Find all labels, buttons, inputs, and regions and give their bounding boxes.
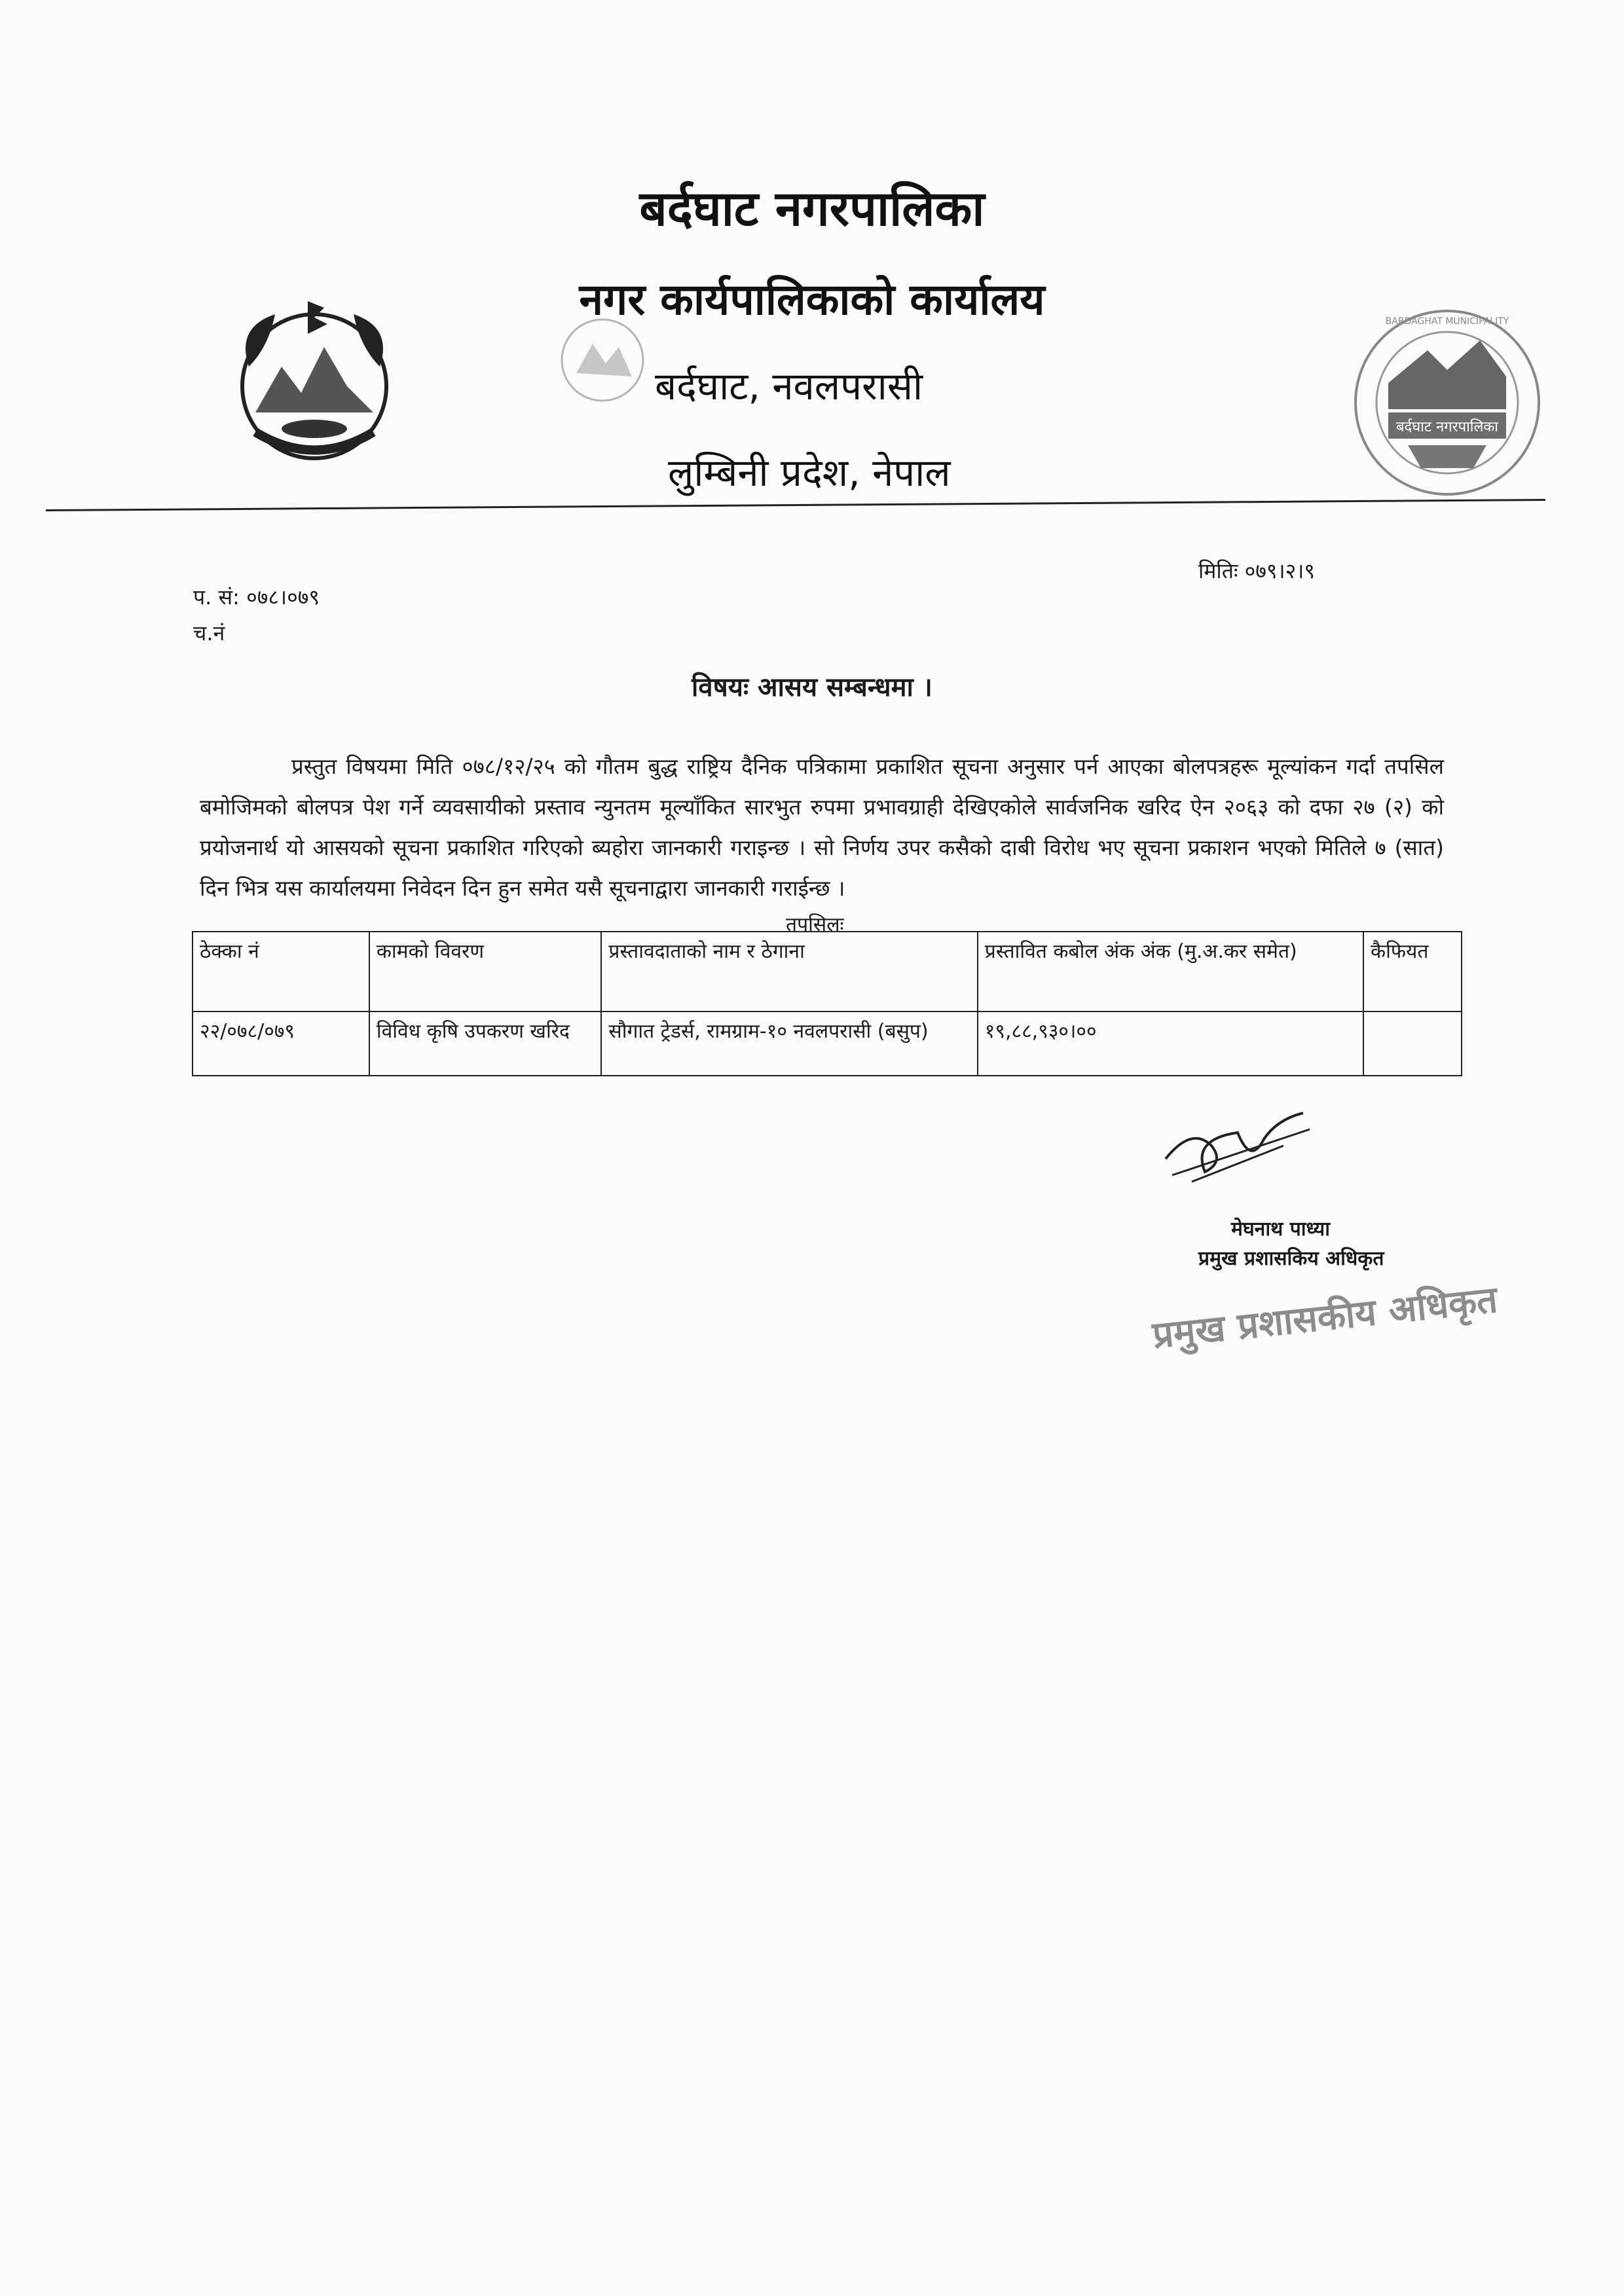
cell-remarks: [1363, 1011, 1462, 1076]
cell-bidder-name: सौगात ट्रेडर्स, रामग्राम-१० नवलपरासी (बसुप): [601, 1011, 977, 1076]
nepal-emblem-icon: [210, 288, 419, 478]
office-province: लुम्बिनी प्रदेश, नेपाल: [668, 450, 951, 495]
header-remarks: कैफियत: [1363, 932, 1462, 1011]
signer-title: प्रमुख प्रशासकिय अधिकृत: [1198, 1247, 1384, 1270]
header-divider: [46, 499, 1545, 511]
header-contract-no: ठेक्का नं: [193, 932, 369, 1011]
header-bidder-name: प्रस्तावदाताको नाम र ठेगाना: [601, 932, 977, 1011]
subject-line: विषयः आसय सम्बन्धमा ।: [692, 672, 932, 702]
municipality-logo-icon: [1349, 304, 1545, 501]
municipality-logo-ring-text: BARDAGHAT MUNICIPALITY: [1385, 316, 1509, 327]
bid-table: [192, 931, 1462, 1076]
cell-contract-no: २२/०७८/०७९: [193, 1011, 369, 1076]
header-bid-amount: प्रस्तावित कबोल अंक अंक (मु.अ.कर समेत): [978, 932, 1363, 1011]
municipality-logo-label: बर्दघाट नगरपालिका: [1395, 419, 1499, 435]
signature-scribble: [1153, 1100, 1316, 1185]
notice-body: प्रस्तुत विषयमा मिति ०७८/१२/२५ को गौतम बुद्ध राष्ट्रिय दैनिक पत्रिकामा प्रकाशित सूचना अनुसार पर्न आएका बोलपत्रहरू मूल्यांकन गर्दा तपसिल बमोजिमको बोलपत्र पेश गर्ने व्यवसायीको प्रस्ताव न्युनतम मूल्याँकित सारभुत रुपमा प्रभावग्राही देखिएकोले सार्वजनिक खरिद ऐन २०६३ को दफा २७ (२) को प्रयोजनार्थ यो आसयको सूचना प्रकाशित गरिएको ब्यहोरा जानकारी गराइन्छ । सो निर्णय उपर कसैको दाबी विरोध भए सूचना प्रकाशन भएको मितिले ७ (सात) दिन भित्र यस कार्यालयमा निवेदन दिन हुन समेत यसै सूचनाद्वारा जानकारी गराईन्छ ।: [200, 754, 1444, 901]
designation-stamp: प्रमुख प्रशासकीय अधिकृत: [1150, 1278, 1500, 1357]
schedule-label: तपसिलः: [786, 913, 844, 936]
table-header-row: [193, 932, 1462, 1011]
header-work-description: कामको विवरण: [369, 932, 602, 1011]
dispatch-number: च.नं: [193, 621, 225, 646]
office-name: नगर कार्यपालिकाको कार्यालय: [579, 274, 1045, 325]
signer-name: मेघनाथ पाध्या: [1231, 1218, 1330, 1241]
reference-number: प. सं: ०७८।०७९: [193, 585, 320, 610]
cell-work-description: विविध कृषि उपकरण खरिद: [369, 1011, 602, 1076]
office-stamp-faint: [485, 314, 707, 550]
letter-date: मितिः ०७९।२।९: [1198, 558, 1316, 583]
org-name: बर्दघाट नगरपालिका: [639, 181, 985, 237]
table-row: [193, 1011, 1462, 1076]
office-location: बर्दघाट, नवलपरासी: [655, 364, 923, 409]
cell-bid-amount: १९,८८,९३०।००: [978, 1011, 1363, 1076]
